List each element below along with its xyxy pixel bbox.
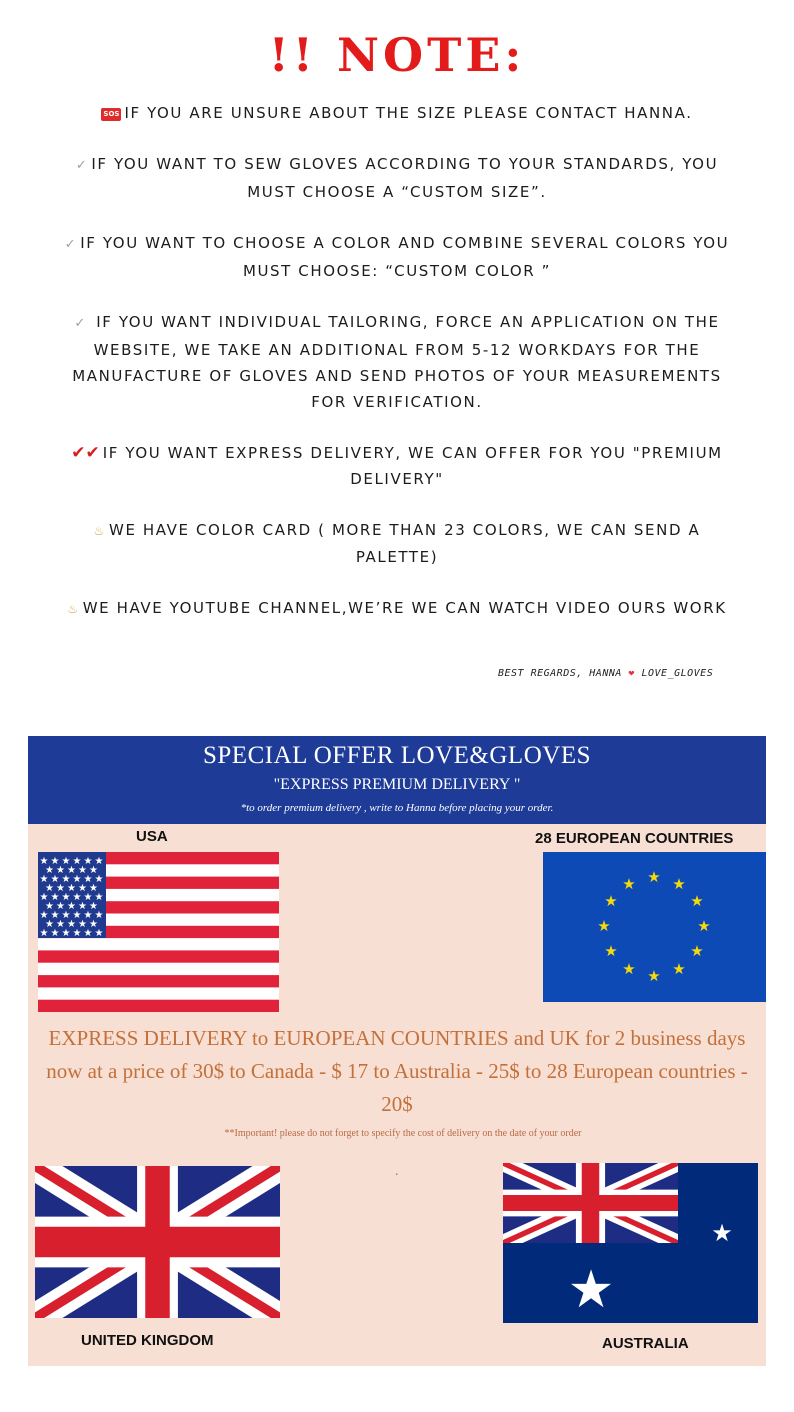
svg-text:★: ★	[50, 874, 60, 885]
svg-text:★: ★	[647, 868, 661, 886]
check-icon: ✓	[74, 316, 87, 331]
svg-text:★: ★	[56, 919, 65, 930]
svg-text:★: ★	[45, 919, 54, 930]
check-icon: ✓	[64, 237, 78, 252]
note-item-size-contact	[60, 100, 734, 126]
note-item-tailoring	[60, 309, 734, 415]
svg-text:★: ★	[89, 883, 98, 894]
cake-icon: ♨	[93, 524, 107, 538]
svg-text:★: ★	[89, 865, 98, 876]
australia-flag-icon	[503, 1163, 758, 1323]
double-red-check-icon: ✔✔	[71, 443, 100, 463]
note-text: IF YOU WANT EXPRESS DELIVERY, WE CAN OFFER FOR YOU "PREMIUM DELIVERY"	[102, 444, 723, 488]
note-text: IF YOU WANT INDIVIDUAL TAILORING, FORCE AN APPLICATION ON THE WEBSITE, WE TAKE AN ADDITIONAL FROM 5-12 WORKDAYS FOR THE MANUFACTURE OF GLOVES AND SEND PHOTOS OF YOUR MEASUREMENTS FOR VERIFICATION.	[72, 313, 722, 411]
svg-text:★: ★	[78, 901, 87, 912]
svg-text:★: ★	[78, 919, 87, 930]
svg-text:★: ★	[67, 901, 76, 912]
note-list	[60, 100, 734, 647]
note-item-express-delivery	[60, 440, 734, 492]
svg-text:★: ★	[711, 1219, 733, 1247]
svg-text:★: ★	[72, 928, 82, 939]
svg-text:★: ★	[94, 928, 104, 939]
svg-text:★: ★	[61, 856, 71, 867]
svg-text:★: ★	[690, 892, 704, 910]
svg-text:★: ★	[604, 942, 618, 960]
svg-text:★: ★	[56, 883, 65, 894]
note-text: IF YOU WANT TO CHOOSE A COLOR AND COMBINE SEVERAL COLORS YOU MUST CHOOSE: “CUSTOM COLOR ”	[80, 234, 730, 280]
important-note: **Important! please do not forget to specify the cost of delivery on the date of your order	[224, 1128, 582, 1139]
svg-text:★: ★	[690, 942, 704, 960]
svg-text:★: ★	[61, 910, 71, 921]
note-item-custom-color	[60, 230, 734, 284]
note-item-youtube	[60, 595, 734, 622]
note-item-color-card	[60, 517, 734, 570]
svg-text:★: ★	[56, 901, 65, 912]
signature-brand: LOVE_GLOVES	[641, 668, 714, 679]
svg-text:★: ★	[61, 928, 71, 939]
label-uk: UNITED KINGDOM	[81, 1332, 214, 1349]
svg-text:★: ★	[83, 874, 93, 885]
svg-text:★: ★	[89, 901, 98, 912]
svg-text:★: ★	[622, 875, 636, 893]
svg-text:★: ★	[61, 874, 71, 885]
svg-text:★: ★	[83, 910, 93, 921]
signature	[498, 668, 713, 679]
svg-text:★: ★	[94, 910, 104, 921]
svg-text:★: ★	[83, 892, 93, 903]
svg-text:★: ★	[67, 883, 76, 894]
offer-note: *to order premium delivery , write to Hanna before placing your order.	[240, 802, 554, 814]
svg-text:★: ★	[45, 883, 54, 894]
svg-text:★: ★	[45, 901, 54, 912]
svg-text:★: ★	[597, 917, 611, 935]
note-text: WE HAVE YOUTUBE CHANNEL,WE’RE WE CAN WATCH VIDEO OURS WORK	[82, 599, 727, 617]
svg-text:★: ★	[39, 892, 49, 903]
svg-text:★: ★	[39, 874, 49, 885]
svg-text:★: ★	[604, 892, 618, 910]
svg-text:★: ★	[50, 892, 60, 903]
svg-text:★: ★	[89, 919, 98, 930]
svg-text:★: ★	[39, 856, 49, 867]
svg-text:★: ★	[50, 910, 60, 921]
svg-text:★: ★	[72, 874, 82, 885]
label-usa: USA	[136, 828, 168, 845]
svg-text:★: ★	[622, 960, 636, 978]
svg-text:★: ★	[78, 865, 87, 876]
uk-flag-icon	[35, 1166, 280, 1318]
svg-text:★: ★	[67, 919, 76, 930]
svg-text:★: ★	[50, 856, 60, 867]
svg-text:★: ★	[39, 910, 49, 921]
svg-text:★: ★	[647, 967, 661, 985]
note-item-custom-size	[60, 151, 734, 205]
offer-title: SPECIAL OFFER LOVE&GLOVES	[203, 742, 591, 769]
svg-text:★: ★	[45, 865, 54, 876]
cake-icon: ♨	[67, 602, 80, 616]
eu-flag-icon	[543, 852, 766, 1002]
svg-text:★: ★	[50, 928, 60, 939]
heart-icon: ❤	[628, 668, 635, 679]
svg-text:★: ★	[67, 865, 76, 876]
note-text: IF YOU ARE UNSURE ABOUT THE SIZE PLEASE CONTACT HANNA.	[124, 104, 693, 122]
svg-text:★: ★	[672, 960, 686, 978]
svg-text:★: ★	[94, 874, 104, 885]
label-eu: 28 EUROPEAN COUNTRIES	[535, 830, 734, 847]
svg-text:★: ★	[94, 856, 104, 867]
sos-icon: SOS	[101, 108, 121, 121]
svg-text:★: ★	[83, 928, 93, 939]
svg-text:★: ★	[72, 892, 82, 903]
offer-header	[28, 736, 766, 824]
dot: .	[395, 1164, 399, 1179]
note-text: IF YOU WANT TO SEW GLOVES ACCORDING TO YOUR STANDARDS, YOU MUST CHOOSE A “CUSTOM SIZE”.	[91, 155, 719, 201]
svg-text:★: ★	[72, 910, 82, 921]
svg-text:★: ★	[72, 856, 82, 867]
note-text: WE HAVE COLOR CARD ( MORE THAN 23 COLORS, WE CAN SEND A PALETTE)	[109, 521, 701, 566]
svg-text:★: ★	[56, 865, 65, 876]
svg-text:★: ★	[39, 928, 49, 939]
svg-text:★: ★	[78, 883, 87, 894]
svg-text:★: ★	[61, 892, 71, 903]
svg-text:★: ★	[672, 875, 686, 893]
offer-subtitle: "EXPRESS PREMIUM DELIVERY "	[273, 776, 521, 793]
label-australia: AUSTRALIA	[602, 1335, 689, 1352]
svg-text:★: ★	[567, 1260, 615, 1320]
svg-text:★: ★	[697, 917, 711, 935]
usa-flag-icon	[38, 852, 279, 1012]
signature-regards: BEST REGARDS, HANNA	[498, 668, 622, 679]
svg-text:★: ★	[94, 892, 104, 903]
svg-text:★: ★	[83, 856, 93, 867]
delivery-text: EXPRESS DELIVERY to EUROPEAN COUNTRIES and UK for 2 business days now at a price of 30$ to Canada - $ 17 to Australia - 25$ to 28 European countries - 20$	[46, 1026, 748, 1116]
note-title: !! NOTE:	[268, 28, 526, 82]
check-icon: ✓	[75, 158, 89, 173]
special-offer-banner	[28, 736, 766, 1366]
